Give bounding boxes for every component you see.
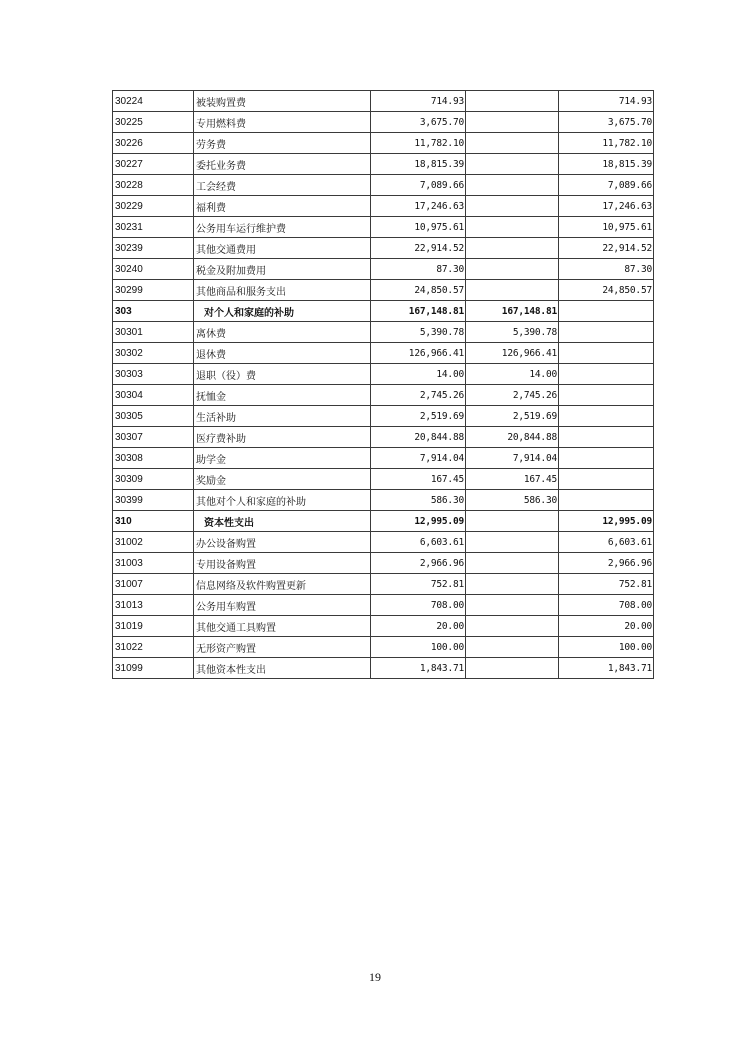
account-code-cell: 310 — [113, 511, 194, 532]
basic-expenditure-public-cell: 18,815.39 — [559, 154, 654, 175]
account-code-cell: 30224 — [113, 91, 194, 112]
account-name-cell: 工会经费 — [194, 175, 371, 196]
account-name-cell: 其他商品和服务支出 — [194, 280, 371, 301]
basic-expenditure-personnel-cell — [466, 259, 559, 280]
account-code-cell: 30231 — [113, 217, 194, 238]
table-row — [113, 238, 654, 259]
account-code-cell: 31013 — [113, 595, 194, 616]
account-name-cell: 公务用车运行维护费 — [194, 217, 371, 238]
account-name-cell: 其他资本性支出 — [194, 658, 371, 679]
account-code-cell: 30226 — [113, 133, 194, 154]
total-amount-cell: 12,995.09 — [371, 511, 466, 532]
total-amount-cell: 17,246.63 — [371, 196, 466, 217]
basic-expenditure-public-cell: 10,975.61 — [559, 217, 654, 238]
total-amount-cell: 167.45 — [371, 469, 466, 490]
total-amount-cell: 5,390.78 — [371, 322, 466, 343]
basic-expenditure-public-cell — [559, 322, 654, 343]
basic-expenditure-public-cell: 11,782.10 — [559, 133, 654, 154]
page-number: 19 — [369, 970, 381, 984]
account-code-cell: 30308 — [113, 448, 194, 469]
account-code-cell: 30227 — [113, 154, 194, 175]
account-code-cell: 30299 — [113, 280, 194, 301]
account-name-cell: 离休费 — [194, 322, 371, 343]
table-row — [113, 616, 654, 637]
account-code-cell: 303 — [113, 301, 194, 322]
basic-expenditure-personnel-cell — [466, 154, 559, 175]
table-row — [113, 532, 654, 553]
total-amount-cell: 20.00 — [371, 616, 466, 637]
basic-expenditure-personnel-cell: 20,844.88 — [466, 427, 559, 448]
account-code-cell: 30225 — [113, 112, 194, 133]
account-name-cell: 医疗费补助 — [194, 427, 371, 448]
total-amount-cell: 22,914.52 — [371, 238, 466, 259]
basic-expenditure-personnel-cell — [466, 658, 559, 679]
account-code-cell: 31003 — [113, 553, 194, 574]
account-name-cell: 奖励金 — [194, 469, 371, 490]
basic-expenditure-personnel-cell: 586.30 — [466, 490, 559, 511]
basic-expenditure-personnel-cell — [466, 133, 559, 154]
basic-expenditure-public-cell: 87.30 — [559, 259, 654, 280]
basic-expenditure-public-cell — [559, 427, 654, 448]
table-row — [113, 553, 654, 574]
account-code-cell: 30305 — [113, 406, 194, 427]
basic-expenditure-public-cell: 1,843.71 — [559, 658, 654, 679]
total-amount-cell: 714.93 — [371, 91, 466, 112]
basic-expenditure-personnel-cell — [466, 217, 559, 238]
basic-expenditure-public-cell: 3,675.70 — [559, 112, 654, 133]
basic-expenditure-public-cell: 20.00 — [559, 616, 654, 637]
basic-expenditure-personnel-cell: 167.45 — [466, 469, 559, 490]
account-name-cell: 抚恤金 — [194, 385, 371, 406]
basic-expenditure-public-cell: 24,850.57 — [559, 280, 654, 301]
account-code-cell: 30303 — [113, 364, 194, 385]
account-code-cell: 31002 — [113, 532, 194, 553]
basic-expenditure-personnel-cell — [466, 637, 559, 658]
basic-expenditure-personnel-cell — [466, 238, 559, 259]
basic-expenditure-personnel-cell — [466, 112, 559, 133]
account-name-cell: 对个人和家庭的补助 — [194, 301, 371, 322]
basic-expenditure-public-cell — [559, 406, 654, 427]
account-name-cell: 信息网络及软件购置更新 — [194, 574, 371, 595]
table-row — [113, 154, 654, 175]
table-row — [113, 385, 654, 406]
total-amount-cell: 10,975.61 — [371, 217, 466, 238]
account-code-cell: 31019 — [113, 616, 194, 637]
basic-expenditure-personnel-cell: 167,148.81 — [466, 301, 559, 322]
account-name-cell: 其他交通工具购置 — [194, 616, 371, 637]
account-name-cell: 委托业务费 — [194, 154, 371, 175]
table-row — [113, 259, 654, 280]
account-name-cell: 专用设备购置 — [194, 553, 371, 574]
total-amount-cell: 87.30 — [371, 259, 466, 280]
account-name-cell: 其他对个人和家庭的补助 — [194, 490, 371, 511]
account-name-cell: 资本性支出 — [194, 511, 371, 532]
total-amount-cell: 6,603.61 — [371, 532, 466, 553]
total-amount-cell: 20,844.88 — [371, 427, 466, 448]
basic-expenditure-personnel-cell — [466, 532, 559, 553]
table-row — [113, 217, 654, 238]
account-code-cell: 30307 — [113, 427, 194, 448]
basic-expenditure-personnel-cell — [466, 280, 559, 301]
total-amount-cell: 2,745.26 — [371, 385, 466, 406]
table-row — [113, 343, 654, 364]
total-amount-cell: 167,148.81 — [371, 301, 466, 322]
account-code-cell: 30229 — [113, 196, 194, 217]
basic-expenditure-public-cell: 714.93 — [559, 91, 654, 112]
account-code-cell: 30309 — [113, 469, 194, 490]
total-amount-cell: 752.81 — [371, 574, 466, 595]
table-row — [113, 280, 654, 301]
table-row — [113, 595, 654, 616]
basic-expenditure-public-cell: 708.00 — [559, 595, 654, 616]
basic-expenditure-personnel-cell — [466, 511, 559, 532]
budget-table — [112, 90, 654, 679]
basic-expenditure-personnel-cell — [466, 574, 559, 595]
table-row — [113, 364, 654, 385]
basic-expenditure-public-cell — [559, 490, 654, 511]
account-name-cell: 无形资产购置 — [194, 637, 371, 658]
table-row — [113, 112, 654, 133]
account-code-cell: 30239 — [113, 238, 194, 259]
basic-expenditure-public-cell: 22,914.52 — [559, 238, 654, 259]
basic-expenditure-personnel-cell: 5,390.78 — [466, 322, 559, 343]
total-amount-cell: 2,966.96 — [371, 553, 466, 574]
basic-expenditure-public-cell: 752.81 — [559, 574, 654, 595]
table-section-row — [113, 511, 654, 532]
basic-expenditure-public-cell: 2,966.96 — [559, 553, 654, 574]
total-amount-cell: 126,966.41 — [371, 343, 466, 364]
basic-expenditure-public-cell: 12,995.09 — [559, 511, 654, 532]
total-amount-cell: 1,843.71 — [371, 658, 466, 679]
total-amount-cell: 18,815.39 — [371, 154, 466, 175]
table-row — [113, 175, 654, 196]
account-name-cell: 专用燃料费 — [194, 112, 371, 133]
table-row — [113, 322, 654, 343]
basic-expenditure-personnel-cell: 2,519.69 — [466, 406, 559, 427]
basic-expenditure-public-cell — [559, 364, 654, 385]
basic-expenditure-public-cell: 100.00 — [559, 637, 654, 658]
basic-expenditure-personnel-cell — [466, 553, 559, 574]
account-code-cell: 30304 — [113, 385, 194, 406]
account-code-cell: 31099 — [113, 658, 194, 679]
basic-expenditure-personnel-cell: 2,745.26 — [466, 385, 559, 406]
account-code-cell: 30240 — [113, 259, 194, 280]
account-code-cell: 30228 — [113, 175, 194, 196]
account-code-cell: 30399 — [113, 490, 194, 511]
total-amount-cell: 100.00 — [371, 637, 466, 658]
total-amount-cell: 708.00 — [371, 595, 466, 616]
basic-expenditure-public-cell: 17,246.63 — [559, 196, 654, 217]
table-section-row — [113, 301, 654, 322]
account-name-cell: 劳务费 — [194, 133, 371, 154]
table-row — [113, 469, 654, 490]
table-row — [113, 490, 654, 511]
basic-expenditure-personnel-cell: 14.00 — [466, 364, 559, 385]
table-row — [113, 406, 654, 427]
account-code-cell: 30301 — [113, 322, 194, 343]
table-row — [113, 574, 654, 595]
account-name-cell: 退休费 — [194, 343, 371, 364]
table-row — [113, 448, 654, 469]
account-name-cell: 办公设备购置 — [194, 532, 371, 553]
basic-expenditure-public-cell — [559, 448, 654, 469]
basic-expenditure-public-cell — [559, 301, 654, 322]
basic-expenditure-public-cell: 6,603.61 — [559, 532, 654, 553]
total-amount-cell: 24,850.57 — [371, 280, 466, 301]
total-amount-cell: 2,519.69 — [371, 406, 466, 427]
basic-expenditure-personnel-cell: 7,914.04 — [466, 448, 559, 469]
basic-expenditure-personnel-cell — [466, 91, 559, 112]
budget-table-body — [113, 91, 654, 679]
account-name-cell: 福利费 — [194, 196, 371, 217]
account-name-cell: 退职（役）费 — [194, 364, 371, 385]
basic-expenditure-public-cell: 7,089.66 — [559, 175, 654, 196]
table-row — [113, 658, 654, 679]
basic-expenditure-personnel-cell: 126,966.41 — [466, 343, 559, 364]
basic-expenditure-personnel-cell — [466, 196, 559, 217]
account-name-cell: 税金及附加费用 — [194, 259, 371, 280]
basic-expenditure-public-cell — [559, 385, 654, 406]
table-row — [113, 91, 654, 112]
account-name-cell: 其他交通费用 — [194, 238, 371, 259]
account-code-cell: 31022 — [113, 637, 194, 658]
table-row — [113, 637, 654, 658]
total-amount-cell: 11,782.10 — [371, 133, 466, 154]
table-row — [113, 196, 654, 217]
account-name-cell: 助学金 — [194, 448, 371, 469]
table-row — [113, 133, 654, 154]
basic-expenditure-personnel-cell — [466, 616, 559, 637]
account-name-cell: 生活补助 — [194, 406, 371, 427]
basic-expenditure-personnel-cell — [466, 595, 559, 616]
basic-expenditure-public-cell — [559, 343, 654, 364]
basic-expenditure-personnel-cell — [466, 175, 559, 196]
account-name-cell: 被装购置费 — [194, 91, 371, 112]
total-amount-cell: 3,675.70 — [371, 112, 466, 133]
table-row — [113, 427, 654, 448]
basic-expenditure-public-cell — [559, 469, 654, 490]
total-amount-cell: 586.30 — [371, 490, 466, 511]
total-amount-cell: 14.00 — [371, 364, 466, 385]
total-amount-cell: 7,089.66 — [371, 175, 466, 196]
account-name-cell: 公务用车购置 — [194, 595, 371, 616]
total-amount-cell: 7,914.04 — [371, 448, 466, 469]
account-code-cell: 31007 — [113, 574, 194, 595]
account-code-cell: 30302 — [113, 343, 194, 364]
